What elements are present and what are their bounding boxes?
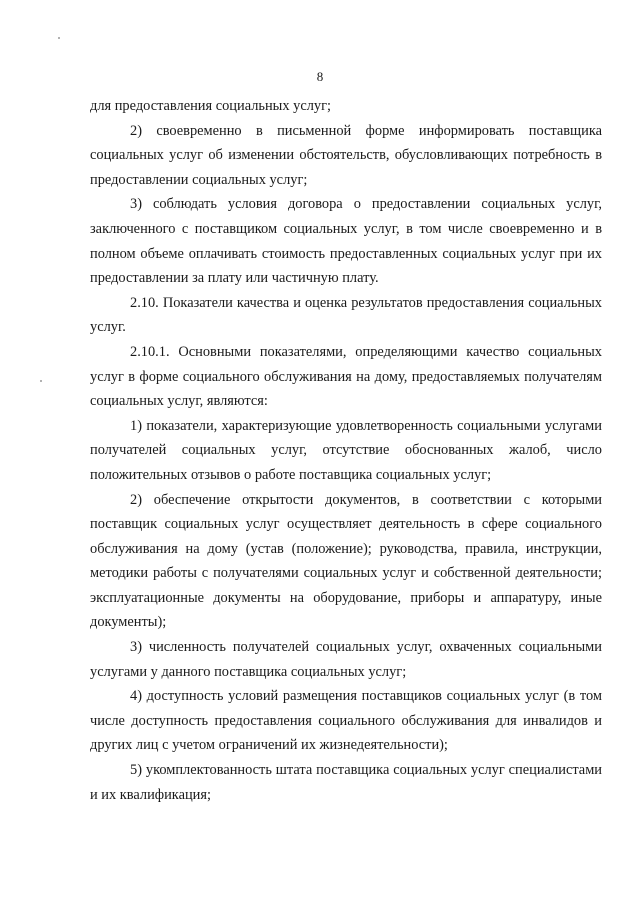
indicator-item-1: 1) показатели, характеризующие удовлетворенность социальными услугами получателей социальных услуг, отсутствие обоснованных жалоб, число положительных отзывов о работе поставщика социальных услуг; xyxy=(90,417,602,483)
section-heading-2-10: 2.10. Показатели качества и оценка результатов предоставления социальных услуг. xyxy=(90,294,602,336)
scan-speck xyxy=(58,37,60,39)
document-body xyxy=(90,94,602,807)
paragraph-item-3: 3) соблюдать условия договора о предоставлении социальных услуг, заключенного с поставщиком социальных услуг, в том числе своевременно и в полном объеме оплачивать стоимость предоставленных социальных услуг при их предоставлении за плату или частичную плату. xyxy=(90,196,602,287)
paragraph-2-10-1: 2.10.1. Основными показателями, определяющими качество социальных услуг в форме социального обслуживания на дому, предоставляемых получателям социальных услуг, являются: xyxy=(90,343,602,410)
paragraph-continuation: для предоставления социальных услуг; xyxy=(90,98,331,114)
paragraph-item-2: 2) своевременно в письменной форме информировать поставщика социальных услуг об изменении обстоятельств, обусловливающих потребность в предоставлении социальных услуг; xyxy=(90,122,602,188)
scan-speck xyxy=(40,380,42,382)
page-number: 8 xyxy=(316,69,324,84)
indicator-item-4: 4) доступность условий размещения поставщиков социальных услуг (в том числе доступность предоставления социального обслуживания для инвалидов и других лиц с учетом ограничений их жизнедеятельности); xyxy=(90,688,602,754)
indicator-item-3: 3) численность получателей социальных услуг, охваченных социальными услугами у данного поставщика социальных услуг; xyxy=(90,639,602,680)
indicator-item-5: 5) укомплектованность штата поставщика социальных услуг специалистами и их квалификация; xyxy=(90,762,602,803)
indicator-item-2: 2) обеспечение открытости документов, в соответствии с которыми поставщик социальных услуг осуществляет деятельность в сфере социального обслуживания на дому (устав (положение); руководства, правила, инструкции, методики работы с получателями социальных услуг и собственной деятельности; эксплуатационные документы на оборудование, приборы и аппаратуру, иные документы); xyxy=(90,491,602,631)
